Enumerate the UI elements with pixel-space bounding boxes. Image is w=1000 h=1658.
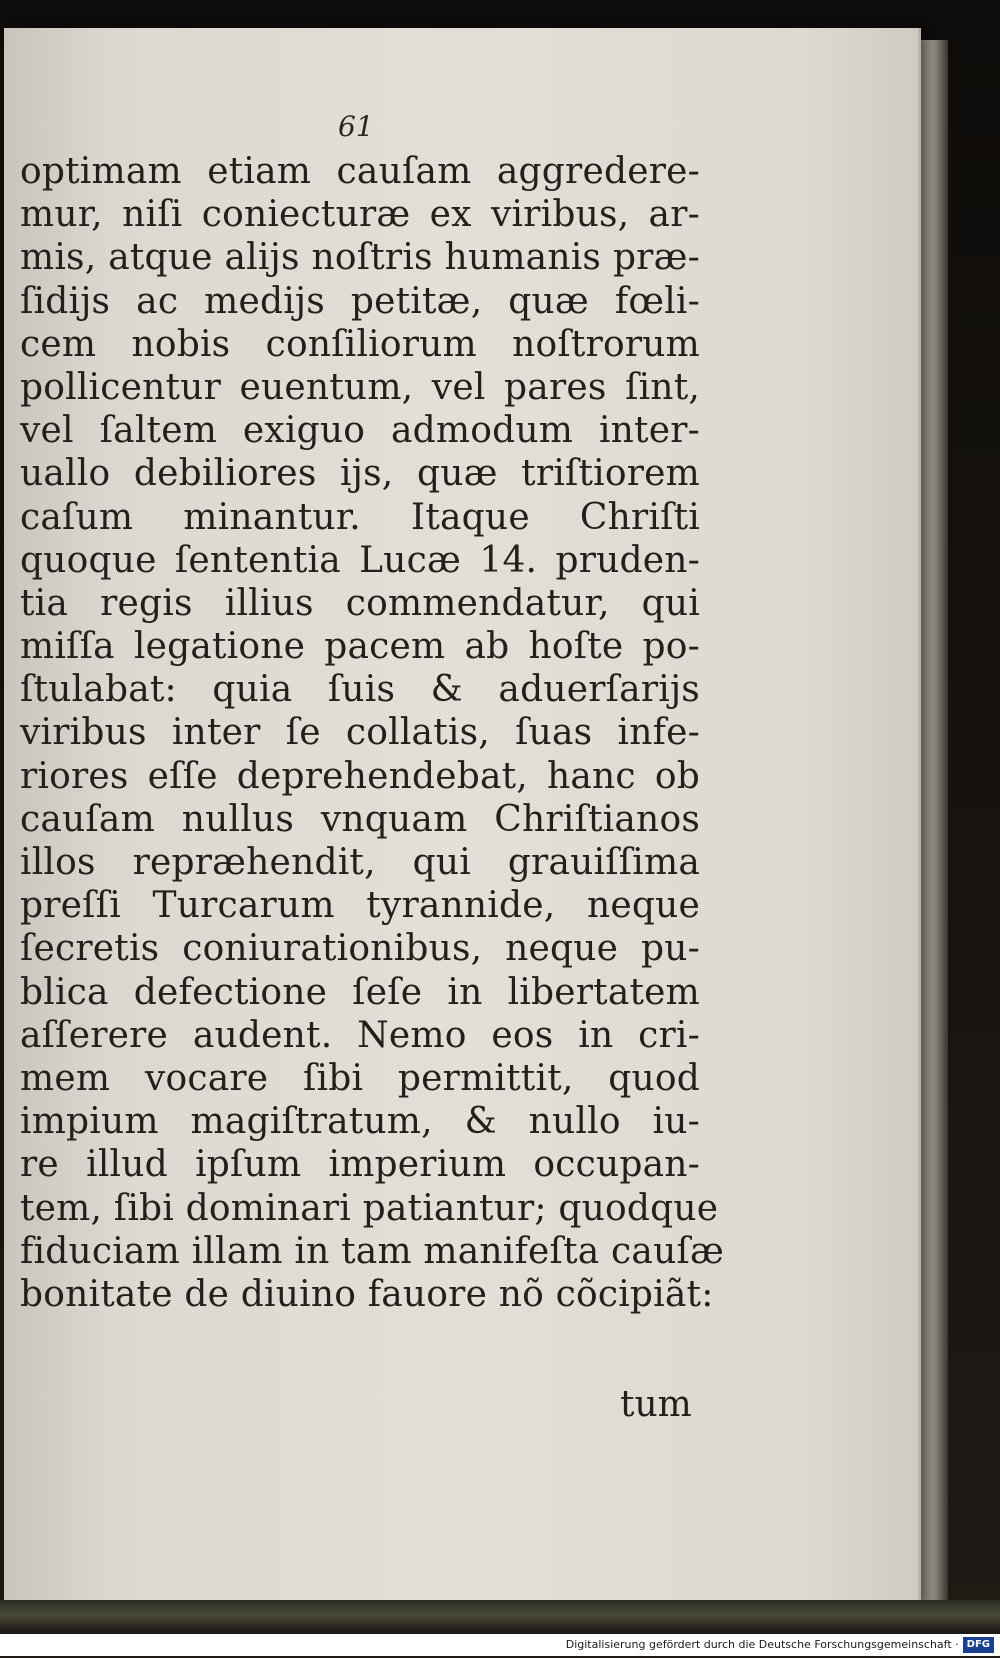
text-line: blica defectione ſeſe in libertatem: [20, 971, 700, 1013]
text-line: pollicentur euentum, vel pares ſint,: [20, 366, 700, 408]
text-line: tia regis illius commendatur, qui: [20, 582, 700, 624]
text-line: optimam etiam cauſam aggredere-: [20, 151, 700, 192]
text-line: quoque ſententia Lucæ 14. pruden-: [20, 539, 700, 581]
text-line: caſum minantur. Itaque Chriſti: [20, 496, 700, 538]
text-line: mis, atque alijs noſtris humanis præ-: [20, 237, 700, 279]
text-line: impium magiſtratum, & nullo iu-: [20, 1101, 700, 1143]
text-line: illos repræhendit, qui grauiſſima: [20, 842, 700, 883]
text-line: ſtulabat: quia ſuis & aduerſarijs: [20, 669, 700, 711]
text-line: viribus inter ſe collatis, ſuas infe-: [20, 712, 700, 754]
text-line: ſecretis coniurationibus, neque pu-: [20, 928, 700, 970]
text-line: cem nobis conſiliorum noſtrorum: [20, 323, 700, 365]
text-line: bonitate de diuino fauore nõ cõcipiãt:: [20, 1273, 714, 1315]
credit-text: Digitalisierung gefördert durch die Deutsche Forschungsgemeinschaft ·: [565, 1638, 959, 1651]
text-line: uallo debiliores ijs, quæ triſtiorem: [20, 453, 700, 495]
text-line: aſſerere audent. Nemo eos in cri-: [20, 1014, 700, 1056]
text-line: riores eſſe deprehendebat, hanc ob: [20, 755, 700, 797]
text-line: mur, niſi coniecturæ ex viribus, ar-: [20, 194, 700, 236]
text-line: miſſa legatione pacem ab hoſte po-: [20, 626, 700, 668]
text-line: preſſi Turcarum tyrannide, neque: [20, 885, 700, 927]
text-line: ſidijs ac medijs petitæ, quæ fœli-: [20, 280, 700, 322]
dfg-logo: DFG: [963, 1637, 994, 1653]
text-line: mem vocare ſibi permittit, quod: [20, 1057, 700, 1099]
text-line: re illud ipſum imperium occupan-: [20, 1144, 700, 1186]
text-line: cauſam nullus vnquam Chriſtianos: [20, 798, 700, 840]
catchword: tum: [620, 1384, 692, 1425]
text-line: fiduciam illam in tam manifeſta cauſæ: [20, 1230, 725, 1272]
digitization-credit: [0, 1634, 1000, 1656]
scanner-bed-edge: [0, 1600, 1000, 1630]
text-line: tem, ſibi dominari patiantur; quodque: [20, 1187, 719, 1229]
page-number: 61: [338, 110, 374, 143]
text-line: vel ſaltem exiguo admodum inter-: [20, 410, 700, 452]
page-text: [20, 150, 725, 1316]
